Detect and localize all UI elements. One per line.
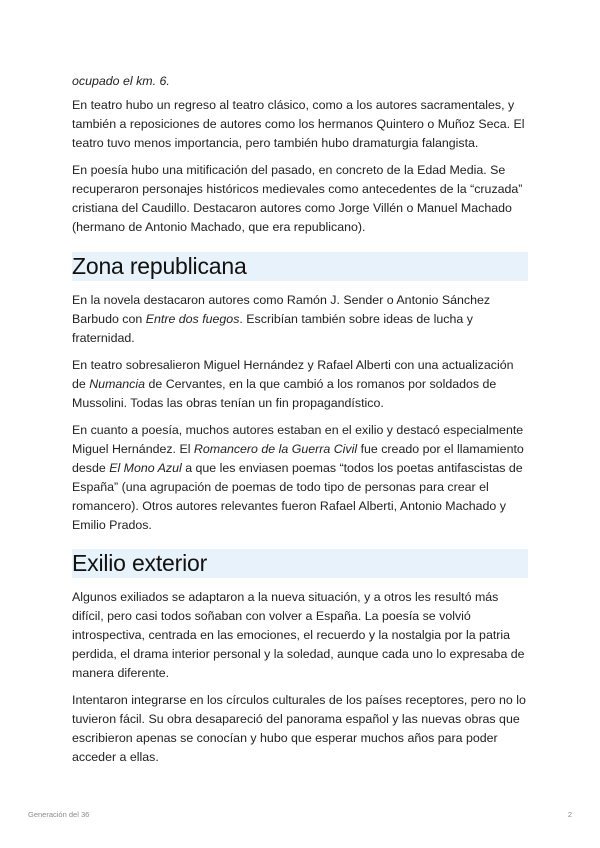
heading-exilio-exterior: Exilio exterior — [72, 549, 528, 578]
page-number: 2 — [567, 810, 572, 819]
paragraph-exilio-1: Algunos exiliados se adaptaron a la nueva situación, y a otros les resultó más difícil, pero casi todos soñaban con volver a España. La poesía se volvió introspectiva, centrada en las emociones, el recuerdo y la nostalgia por la patria perdida, el drama interior personal y la soledad, aunque cada uno lo expresaba de manera diferente. — [72, 590, 525, 680]
heading-zona-republicana: Zona republicana — [72, 252, 528, 281]
continuation-italic: ocupado el km. 6. — [72, 74, 170, 88]
paragraph-poesia-republicana: En cuanto a poesía, muchos autores estaban en el exilio y destacó especialmente Miguel Hernández. El Romancero de la Guerra Civil fue creado por el llamamiento desde El Mono Azul a que les enviasen poemas “todos los poetas antifascistas de España” (una agrupación de poemas de todo tipo de personas para crear el romancero). Otros autores relevantes fueron Rafael Alberti, Antonio Machado y Emilio Prados. — [72, 423, 524, 532]
paragraph-poesia-nacional: En poesía hubo una mitificación del pasado, en concreto de la Edad Media. Se recuperaron personajes históricos medievales como antecedentes de la “cruzada” cristiana del Caudillo. Destacaron autores como Jorge Villén o Manuel Machado (hermano de Antonio Machado, que era republicano). — [72, 163, 523, 234]
book-title: Entre dos fuegos — [145, 312, 240, 326]
continuation-line — [72, 72, 528, 91]
paragraph-exilio-2: Intentaron integrarse en los círculos culturales de los países receptores, pero no lo tuvieron fácil. Su obra desapareció del panorama español y las nuevas obras que escribieron apenas se conocían y hubo que esperar muchos años para poder acceder a ellas. — [72, 693, 526, 764]
paragraph-novela-republicana: En la novela destacaron autores como Ramón J. Sender o Antonio Sánchez Barbudo con Entre dos fuegos. Escribían también sobre ideas de lucha y fraternidad. — [72, 293, 491, 345]
paragraph-teatro-republicano: En teatro sobresalieron Miguel Hernández y Rafael Alberti con una actualización de Numancia de Cervantes, en la que cambió a los romanos por soldados de Mussolini. Todas las obras tenían un fin propagandístico. — [72, 358, 514, 410]
paragraph-teatro-nacional: En teatro hubo un regreso al teatro clásico, como a los autores sacramentales, y también a reposiciones de autores como los hermanos Quintero o Muñoz Seca. El teatro tuvo menos importancia, pero también hubo dramaturgia falangista. — [72, 98, 525, 150]
page-footer — [28, 810, 572, 819]
magazine-title: El Mono Azul — [109, 461, 182, 475]
footer-title: Generación del 36 — [28, 810, 90, 819]
work-title: Romancero de la Guerra Civil — [193, 442, 358, 456]
work-title: Numancia — [89, 377, 146, 391]
document-page — [72, 72, 528, 775]
